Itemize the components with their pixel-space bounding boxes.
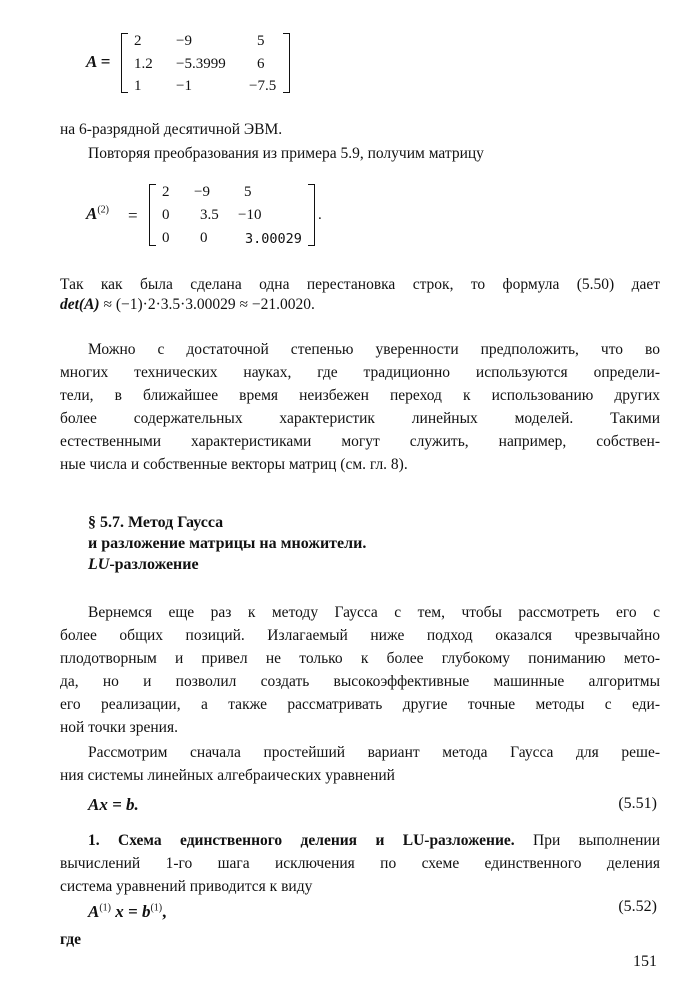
eq-comma: , — [162, 902, 167, 921]
equation-number: (5.52) — [618, 898, 657, 915]
paragraph-line: Вернемся еще раз к методу Гаусса с тем, чтобы рассмотреть его с — [88, 604, 660, 621]
matrix-a2-cell: 5 — [244, 184, 252, 200]
equation-5-51: Ax = b. — [88, 795, 139, 814]
matrix-a-label: A = — [86, 52, 111, 71]
matrix-a2-cell: 0 — [162, 230, 170, 246]
paragraph-line: плодотворным и привел не только к более глубокому пониманию мето- — [60, 650, 660, 667]
paragraph-text: где — [60, 931, 81, 948]
matrix-a2-cell: 0 — [162, 207, 170, 223]
equation-number: (5.51) — [618, 795, 657, 812]
paragraph-line: ной точки зрения. — [60, 719, 178, 736]
paragraph-line: более содержательных характеристик линейных моделей. Такими — [60, 410, 660, 427]
paragraph-text: При выполнении — [514, 832, 660, 849]
matrix-a2-left-bracket — [149, 184, 156, 246]
matrix-a2-period: . — [318, 207, 322, 223]
matrix-a-cell: −9 — [176, 33, 192, 49]
paragraph-text: на 6-разрядной десятичной ЭВМ. — [60, 121, 283, 138]
paragraph-line — [88, 830, 660, 851]
eq-x-part: x = — [111, 902, 142, 921]
matrix-a-right-bracket — [283, 33, 290, 93]
paragraph-line: ния системы линейных алгебраических уравнений — [60, 767, 395, 784]
matrix-a2-right-bracket — [308, 184, 315, 246]
matrix-a-left-bracket — [121, 33, 128, 93]
paragraph-line: система уравнений приводится к виду — [60, 878, 313, 895]
subsection-heading: 1. Схема единственного деления и LU-разложение. — [88, 832, 515, 849]
matrix-a2-equals: = — [128, 206, 138, 225]
matrix-a2-cell: 0 — [200, 230, 208, 246]
paragraph-line: его реализации, а также рассматривать другие точные методы с еди- — [60, 696, 660, 713]
det-expression: det(A) — [60, 296, 100, 313]
eq-superscript: (1) — [150, 902, 163, 914]
det-value-text: ≈ (−1)·2·3.5·3.00029 ≈ −21.0020. — [99, 296, 315, 313]
lu-term: LU — [88, 556, 110, 573]
paragraph-line: вычислений 1-го шага исключения по схеме единственного деления — [60, 855, 660, 872]
matrix-a-cell: 1.2 — [134, 56, 153, 72]
paragraph-text — [60, 295, 315, 315]
page-number: 151 — [633, 953, 657, 970]
eq-vector-b: b — [141, 902, 151, 921]
matrix-a2-superscript: (2) — [97, 204, 110, 216]
section-heading-line1: § 5.7. Метод Гаусса — [88, 514, 224, 531]
matrix-a2-cell: −9 — [194, 184, 210, 200]
matrix-a-cell: 6 — [257, 56, 265, 72]
eq-matrix-a: A — [88, 902, 100, 921]
section-heading-line3 — [88, 556, 199, 574]
matrix-a-cell: −1 — [176, 78, 192, 94]
matrix-a-cell: 5 — [257, 33, 265, 49]
matrix-a-cell: 2 — [134, 33, 142, 49]
lu-suffix: -разложение — [109, 556, 199, 573]
matrix-a2-label: $A^{(2)}$ — [86, 204, 110, 223]
equation-5-52 — [88, 902, 166, 922]
matrix-a2-cell: 3.5 — [200, 207, 219, 223]
matrix-a-cell: −7.5 — [249, 78, 277, 94]
eq-superscript: (1) — [99, 902, 112, 914]
paragraph-text: Так как была сделана одна перестановка строк, то формула (5.50) дает — [60, 276, 660, 293]
paragraph-line: Рассмотрим сначала простейший вариант метода Гаусса для реше- — [88, 744, 660, 761]
matrix-a-cell: −5.3999 — [176, 56, 226, 72]
paragraph-line: многих технических науках, где традиционно используются определи- — [60, 364, 660, 381]
paragraph-line: Можно с достаточной степенью уверенности предположить, что во — [88, 341, 660, 358]
matrix-a-cell: 1 — [134, 78, 142, 94]
paragraph-line: ные числа и собственные векторы матриц (см. гл. 8). — [60, 456, 408, 473]
paragraph-text: Повторяя преобразования из примера 5.9, получим матрицу — [88, 145, 484, 162]
matrix-a2-cell: −10 — [238, 207, 262, 223]
paragraph-line: более общих позиций. Излагаемый ниже подход оказался чрезвычайно — [60, 627, 660, 644]
matrix-a2-cell: 3.00029 — [245, 231, 302, 247]
paragraph-line: тели, в ближайшее время неизбежен переход к использованию других — [60, 387, 660, 404]
matrix-a2-cell: 2 — [162, 184, 170, 200]
paragraph-line: да, но и позволил создать высокоэффективные машинные алгоритмы — [60, 673, 660, 690]
paragraph-line: естественными характеристиками могут служить, например, собствен- — [60, 433, 660, 450]
section-heading-line2: и разложение матрицы на множители. — [88, 535, 367, 552]
